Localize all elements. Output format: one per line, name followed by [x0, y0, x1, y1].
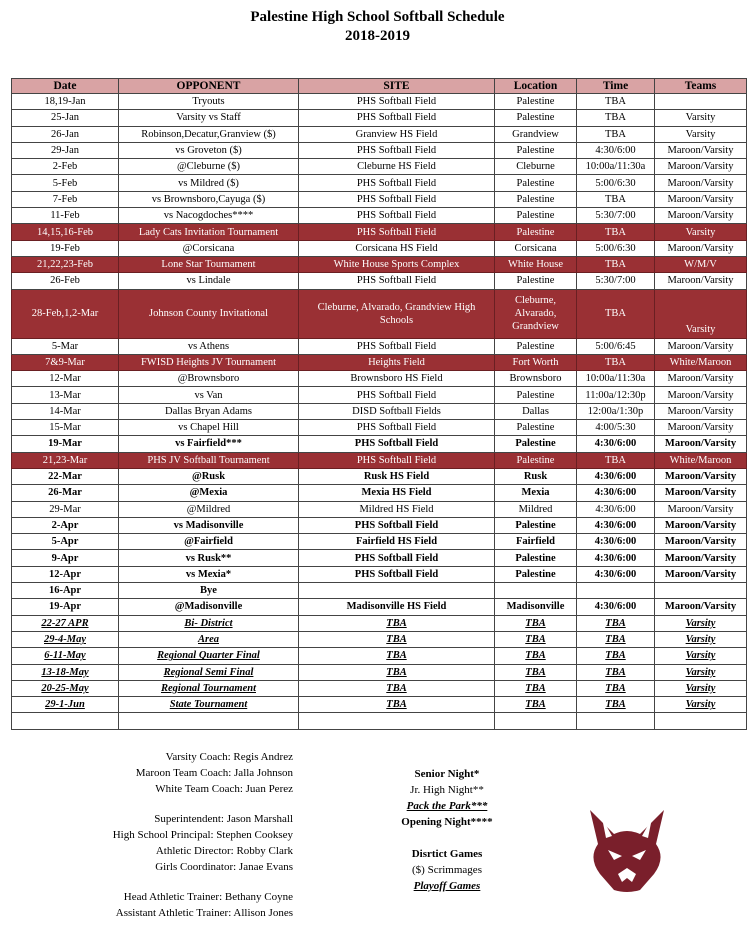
table-row	[12, 240, 747, 256]
date-cell: 19-Mar	[12, 436, 119, 452]
location-cell: Madisonville	[495, 599, 577, 615]
site-cell: PHS Softball Field	[299, 273, 495, 289]
season-label: 2018-2019	[345, 28, 410, 44]
time-cell: 5:00/6:45	[577, 338, 655, 354]
time-cell: 11:00a/12:30p	[577, 387, 655, 403]
site-cell: Rusk HS Field	[299, 468, 495, 484]
opponent-cell: @Mildred	[119, 501, 299, 517]
opponent-cell: vs Athens	[119, 338, 299, 354]
time-cell	[577, 713, 655, 729]
teams-cell: Maroon/Varsity	[655, 403, 747, 419]
date-cell: 9-Apr	[12, 550, 119, 566]
site-cell	[299, 713, 495, 729]
table-row	[12, 354, 747, 370]
table-row	[12, 273, 747, 289]
column-header-opponent: OPPONENT	[119, 79, 299, 94]
table-row	[12, 142, 747, 158]
date-cell: 18,19-Jan	[12, 94, 119, 110]
site-cell: PHS Softball Field	[299, 436, 495, 452]
table-row	[12, 697, 747, 713]
teams-cell: Varsity	[655, 648, 747, 664]
date-cell: 14,15,16-Feb	[12, 224, 119, 240]
site-cell: Fairfield HS Field	[299, 534, 495, 550]
time-cell: 4:30/6:00	[577, 517, 655, 533]
opponent-cell: Bye	[119, 583, 299, 599]
date-cell: 2-Feb	[12, 159, 119, 175]
location-cell: Palestine	[495, 110, 577, 126]
time-cell: TBA	[577, 256, 655, 272]
teams-cell: Maroon/Varsity	[655, 191, 747, 207]
date-cell: 20-25-May	[12, 680, 119, 696]
opponent-cell: vs Rusk**	[119, 550, 299, 566]
date-cell: 29-1-Jun	[12, 697, 119, 713]
site-cell: PHS Softball Field	[299, 191, 495, 207]
teams-cell: Maroon/Varsity	[655, 550, 747, 566]
time-cell: 4:30/6:00	[577, 468, 655, 484]
site-cell: PHS Softball Field	[299, 452, 495, 468]
date-cell: 29-Mar	[12, 501, 119, 517]
location-cell: Palestine	[495, 566, 577, 582]
table-row	[12, 615, 747, 631]
date-cell: 22-27 APR	[12, 615, 119, 631]
teams-cell: White/Maroon	[655, 354, 747, 370]
opponent-cell: Lone Star Tournament	[119, 256, 299, 272]
opponent-cell: vs Mildred ($)	[119, 175, 299, 191]
opponent-cell: @Cleburne ($)	[119, 159, 299, 175]
date-cell: 11-Feb	[12, 208, 119, 224]
table-row	[12, 371, 747, 387]
opponent-cell: vs Brownsboro,Cayuga ($)	[119, 191, 299, 207]
date-cell: 28-Feb,1,2-Mar	[12, 289, 119, 338]
legend-district-games: Disrtict Games	[411, 848, 483, 860]
column-header-location: Location	[495, 79, 577, 94]
site-cell: Brownsboro HS Field	[299, 371, 495, 387]
site-cell	[299, 583, 495, 599]
teams-cell: Maroon/Varsity	[655, 208, 747, 224]
opponent-cell: vs Fairfield***	[119, 436, 299, 452]
table-row	[12, 648, 747, 664]
time-cell: 4:30/6:00	[577, 142, 655, 158]
site-cell: PHS Softball Field	[299, 142, 495, 158]
table-row	[12, 517, 747, 533]
column-header-time: Time	[577, 79, 655, 94]
opponent-cell: Regional Quarter Final	[119, 648, 299, 664]
teams-cell: Maroon/Varsity	[655, 599, 747, 615]
site-cell: White House Sports Complex	[299, 256, 495, 272]
teams-cell: Varsity	[655, 110, 747, 126]
date-cell: 5-Apr	[12, 534, 119, 550]
site-cell: TBA	[299, 615, 495, 631]
time-cell: 4:30/6:00	[577, 534, 655, 550]
date-cell: 5-Mar	[12, 338, 119, 354]
opponent-cell: Varsity vs Staff	[119, 110, 299, 126]
date-cell: 6-11-May	[12, 648, 119, 664]
table-row	[12, 566, 747, 582]
location-cell: Mexia	[495, 485, 577, 501]
opponent-cell: Tryouts	[119, 94, 299, 110]
time-cell: 5:30/7:00	[577, 208, 655, 224]
opponent-cell: @Mexia	[119, 485, 299, 501]
table-row	[12, 224, 747, 240]
teams-cell: Maroon/Varsity	[655, 420, 747, 436]
time-cell: 4:30/6:00	[577, 599, 655, 615]
teams-cell: Varsity	[655, 631, 747, 647]
table-row	[12, 387, 747, 403]
site-cell: TBA	[299, 697, 495, 713]
page-header	[0, 8, 755, 46]
opponent-cell: vs Nacogdoches****	[119, 208, 299, 224]
time-cell: TBA	[577, 94, 655, 110]
site-cell: Madisonville HS Field	[299, 599, 495, 615]
location-cell: TBA	[495, 615, 577, 631]
table-row	[12, 436, 747, 452]
date-cell: 26-Jan	[12, 126, 119, 142]
teams-cell: Maroon/Varsity	[655, 338, 747, 354]
site-cell: Mexia HS Field	[299, 485, 495, 501]
time-cell: TBA	[577, 224, 655, 240]
date-cell: 21,22,23-Feb	[12, 256, 119, 272]
teams-cell	[655, 713, 747, 729]
staff-line: High School Principal: Stephen Cooksey	[112, 829, 293, 841]
teams-cell: Varsity	[655, 224, 747, 240]
opponent-cell: Area	[119, 631, 299, 647]
location-cell: Palestine	[495, 517, 577, 533]
opponent-cell: Regional Semi Final	[119, 664, 299, 680]
staff-line: Athletic Director: Robby Clark	[155, 845, 293, 857]
opponent-cell: Bi- District	[119, 615, 299, 631]
table-row	[12, 256, 747, 272]
location-cell: TBA	[495, 697, 577, 713]
teams-cell: White/Maroon	[655, 452, 747, 468]
table-row	[12, 501, 747, 517]
location-cell: Fairfield	[495, 534, 577, 550]
legend-scrimmages: ($) Scrimmages	[412, 864, 482, 876]
legend-jr-high-night: Jr. High Night**	[410, 784, 484, 796]
opponent-cell: PHS JV Softball Tournament	[119, 452, 299, 468]
time-cell: 4:30/6:00	[577, 501, 655, 517]
site-cell: Mildred HS Field	[299, 501, 495, 517]
site-cell: PHS Softball Field	[299, 387, 495, 403]
date-cell: 14-Mar	[12, 403, 119, 419]
site-cell: Granview HS Field	[299, 126, 495, 142]
schedule-table	[11, 78, 747, 730]
table-row	[12, 208, 747, 224]
legend	[352, 766, 542, 894]
teams-cell: Maroon/Varsity	[655, 159, 747, 175]
teams-cell: Maroon/Varsity	[655, 387, 747, 403]
opponent-cell: vs Van	[119, 387, 299, 403]
table-row	[12, 403, 747, 419]
location-cell: Palestine	[495, 191, 577, 207]
teams-cell: Varsity	[655, 615, 747, 631]
column-header-teams: Teams	[655, 79, 747, 94]
location-cell: Palestine	[495, 436, 577, 452]
opponent-cell: @Corsicana	[119, 240, 299, 256]
wildcat-logo-icon	[582, 804, 672, 894]
site-cell: Heights Field	[299, 354, 495, 370]
teams-cell	[655, 583, 747, 599]
site-cell: TBA	[299, 648, 495, 664]
location-cell: White House	[495, 256, 577, 272]
site-cell: DISD Softball Fields	[299, 403, 495, 419]
table-row	[12, 110, 747, 126]
column-header-site: SITE	[299, 79, 495, 94]
staff-line: White Team Coach: Juan Perez	[155, 783, 293, 795]
date-cell: 5-Feb	[12, 175, 119, 191]
table-row	[12, 631, 747, 647]
time-cell: TBA	[577, 126, 655, 142]
date-cell: 22-Mar	[12, 468, 119, 484]
date-cell: 19-Apr	[12, 599, 119, 615]
location-cell: TBA	[495, 631, 577, 647]
date-cell: 29-Jan	[12, 142, 119, 158]
teams-cell: Varsity	[655, 664, 747, 680]
teams-cell: W/M/V	[655, 256, 747, 272]
location-cell: Palestine	[495, 452, 577, 468]
site-cell: PHS Softball Field	[299, 550, 495, 566]
site-cell: TBA	[299, 631, 495, 647]
site-cell: PHS Softball Field	[299, 94, 495, 110]
opponent-cell: vs Groveton ($)	[119, 142, 299, 158]
location-cell: Palestine	[495, 387, 577, 403]
site-cell: PHS Softball Field	[299, 566, 495, 582]
staff-line: Superintendent: Jason Marshall	[154, 813, 293, 825]
page-title: Palestine High School Softball Schedule	[250, 9, 505, 25]
table-row	[12, 713, 747, 729]
site-cell: PHS Softball Field	[299, 224, 495, 240]
time-cell: 5:30/7:00	[577, 273, 655, 289]
time-cell: TBA	[577, 648, 655, 664]
site-cell: Cleburne HS Field	[299, 159, 495, 175]
location-cell: Mildred	[495, 501, 577, 517]
date-cell: 7-Feb	[12, 191, 119, 207]
table-row	[12, 191, 747, 207]
time-cell: TBA	[577, 697, 655, 713]
time-cell: 4:30/6:00	[577, 436, 655, 452]
location-cell	[495, 713, 577, 729]
table-row	[12, 126, 747, 142]
staff-line: Assistant Athletic Trainer: Allison Jones	[115, 907, 293, 919]
time-cell: 4:30/6:00	[577, 566, 655, 582]
time-cell: 4:00/5:30	[577, 420, 655, 436]
location-cell: Grandview	[495, 126, 577, 142]
date-cell: 26-Mar	[12, 485, 119, 501]
opponent-cell: @Fairfield	[119, 534, 299, 550]
opponent-cell: Regional Tournament	[119, 680, 299, 696]
location-cell: Dallas	[495, 403, 577, 419]
table-row	[12, 159, 747, 175]
time-cell: 10:00a/11:30a	[577, 371, 655, 387]
opponent-cell: Johnson County Invitational	[119, 289, 299, 338]
time-cell: TBA	[577, 664, 655, 680]
teams-cell: Maroon/Varsity	[655, 175, 747, 191]
teams-cell: Maroon/Varsity	[655, 485, 747, 501]
table-row	[12, 534, 747, 550]
date-cell: 15-Mar	[12, 420, 119, 436]
location-cell: Palestine	[495, 142, 577, 158]
site-cell: PHS Softball Field	[299, 110, 495, 126]
time-cell: TBA	[577, 354, 655, 370]
table-row	[12, 420, 747, 436]
table-row	[12, 550, 747, 566]
time-cell: 12:00a/1:30p	[577, 403, 655, 419]
table-row	[12, 338, 747, 354]
teams-cell: Varsity	[655, 126, 747, 142]
location-cell: Palestine	[495, 273, 577, 289]
teams-cell	[655, 94, 747, 110]
time-cell: 4:30/6:00	[577, 550, 655, 566]
date-cell: 16-Apr	[12, 583, 119, 599]
staff-line: Varsity Coach: Regis Andrez	[165, 751, 293, 763]
site-cell: Corsicana HS Field	[299, 240, 495, 256]
teams-cell: Maroon/Varsity	[655, 468, 747, 484]
location-cell: Palestine	[495, 208, 577, 224]
location-cell: Palestine	[495, 175, 577, 191]
teams-cell: Maroon/Varsity	[655, 566, 747, 582]
teams-cell: Maroon/Varsity	[655, 517, 747, 533]
legend-playoff-games: Playoff Games	[413, 880, 481, 892]
site-cell: Cleburne, Alvarado, Grandview High Schools	[299, 289, 495, 338]
time-cell: TBA	[577, 289, 655, 338]
teams-cell: Maroon/Varsity	[655, 436, 747, 452]
site-cell: PHS Softball Field	[299, 517, 495, 533]
opponent-cell: @Brownsboro	[119, 371, 299, 387]
location-cell: Cleburne, Alvarado, Grandview	[495, 289, 577, 338]
location-cell: Palestine	[495, 550, 577, 566]
teams-cell: Maroon/Varsity	[655, 142, 747, 158]
site-cell: PHS Softball Field	[299, 208, 495, 224]
column-header-date: Date	[12, 79, 119, 94]
opponent-cell: Robinson,Decatur,Granview ($)	[119, 126, 299, 142]
time-cell: TBA	[577, 452, 655, 468]
location-cell: Palestine	[495, 224, 577, 240]
location-cell: Fort Worth	[495, 354, 577, 370]
date-cell: 29-4-May	[12, 631, 119, 647]
schedule-body	[12, 94, 747, 730]
time-cell: TBA	[577, 615, 655, 631]
time-cell: 4:30/6:00	[577, 485, 655, 501]
teams-cell: Varsity	[655, 697, 747, 713]
site-cell: PHS Softball Field	[299, 338, 495, 354]
location-cell: TBA	[495, 680, 577, 696]
staff-line: Maroon Team Coach: Jalla Johnson	[135, 767, 293, 779]
opponent-cell: @Rusk	[119, 468, 299, 484]
time-cell: TBA	[577, 631, 655, 647]
time-cell: TBA	[577, 110, 655, 126]
location-cell: TBA	[495, 664, 577, 680]
table-row	[12, 175, 747, 191]
date-cell: 12-Apr	[12, 566, 119, 582]
teams-cell: Varsity	[655, 289, 747, 338]
table-row	[12, 289, 747, 338]
staff-line: Girls Coordinator: Janae Evans	[155, 861, 293, 873]
table-row	[12, 468, 747, 484]
table-row	[12, 680, 747, 696]
time-cell: 5:00/6:30	[577, 175, 655, 191]
date-cell: 26-Feb	[12, 273, 119, 289]
site-cell: TBA	[299, 680, 495, 696]
date-cell: 21,23-Mar	[12, 452, 119, 468]
legend-pack-the-park: Pack the Park***	[406, 800, 488, 812]
opponent-cell: Lady Cats Invitation Tournament	[119, 224, 299, 240]
teams-cell: Maroon/Varsity	[655, 534, 747, 550]
table-row	[12, 452, 747, 468]
location-cell: Palestine	[495, 94, 577, 110]
time-cell: 10:00a/11:30a	[577, 159, 655, 175]
date-cell: 7&9-Mar	[12, 354, 119, 370]
teams-cell: Maroon/Varsity	[655, 273, 747, 289]
staff-line: Head Athletic Trainer: Bethany Coyne	[123, 891, 293, 903]
location-cell: Brownsboro	[495, 371, 577, 387]
table-row	[12, 583, 747, 599]
location-cell: TBA	[495, 648, 577, 664]
staff-list	[40, 749, 293, 921]
opponent-cell: vs Madisonville	[119, 517, 299, 533]
opponent-cell: vs Mexia*	[119, 566, 299, 582]
opponent-cell: vs Chapel Hill	[119, 420, 299, 436]
teams-cell: Maroon/Varsity	[655, 240, 747, 256]
date-cell: 25-Jan	[12, 110, 119, 126]
location-cell: Rusk	[495, 468, 577, 484]
table-header-row	[12, 79, 747, 94]
opponent-cell: @Madisonville	[119, 599, 299, 615]
date-cell	[12, 713, 119, 729]
time-cell: TBA	[577, 680, 655, 696]
date-cell: 2-Apr	[12, 517, 119, 533]
opponent-cell: Dallas Bryan Adams	[119, 403, 299, 419]
table-row	[12, 599, 747, 615]
teams-cell: Maroon/Varsity	[655, 501, 747, 517]
date-cell: 19-Feb	[12, 240, 119, 256]
site-cell: TBA	[299, 664, 495, 680]
opponent-cell	[119, 713, 299, 729]
table-row	[12, 664, 747, 680]
location-cell: Palestine	[495, 338, 577, 354]
legend-opening-night: Opening Night****	[401, 816, 493, 828]
teams-cell: Maroon/Varsity	[655, 371, 747, 387]
site-cell: PHS Softball Field	[299, 175, 495, 191]
date-cell: 13-18-May	[12, 664, 119, 680]
table-row	[12, 485, 747, 501]
time-cell: 5:00/6:30	[577, 240, 655, 256]
table-row	[12, 94, 747, 110]
location-cell	[495, 583, 577, 599]
opponent-cell: vs Lindale	[119, 273, 299, 289]
date-cell: 12-Mar	[12, 371, 119, 387]
site-cell: PHS Softball Field	[299, 420, 495, 436]
time-cell: TBA	[577, 191, 655, 207]
location-cell: Corsicana	[495, 240, 577, 256]
teams-cell: Varsity	[655, 680, 747, 696]
opponent-cell: FWISD Heights JV Tournament	[119, 354, 299, 370]
location-cell: Palestine	[495, 420, 577, 436]
location-cell: Cleburne	[495, 159, 577, 175]
opponent-cell: State Tournament	[119, 697, 299, 713]
date-cell: 13-Mar	[12, 387, 119, 403]
legend-senior-night: Senior Night*	[414, 768, 480, 780]
time-cell	[577, 583, 655, 599]
